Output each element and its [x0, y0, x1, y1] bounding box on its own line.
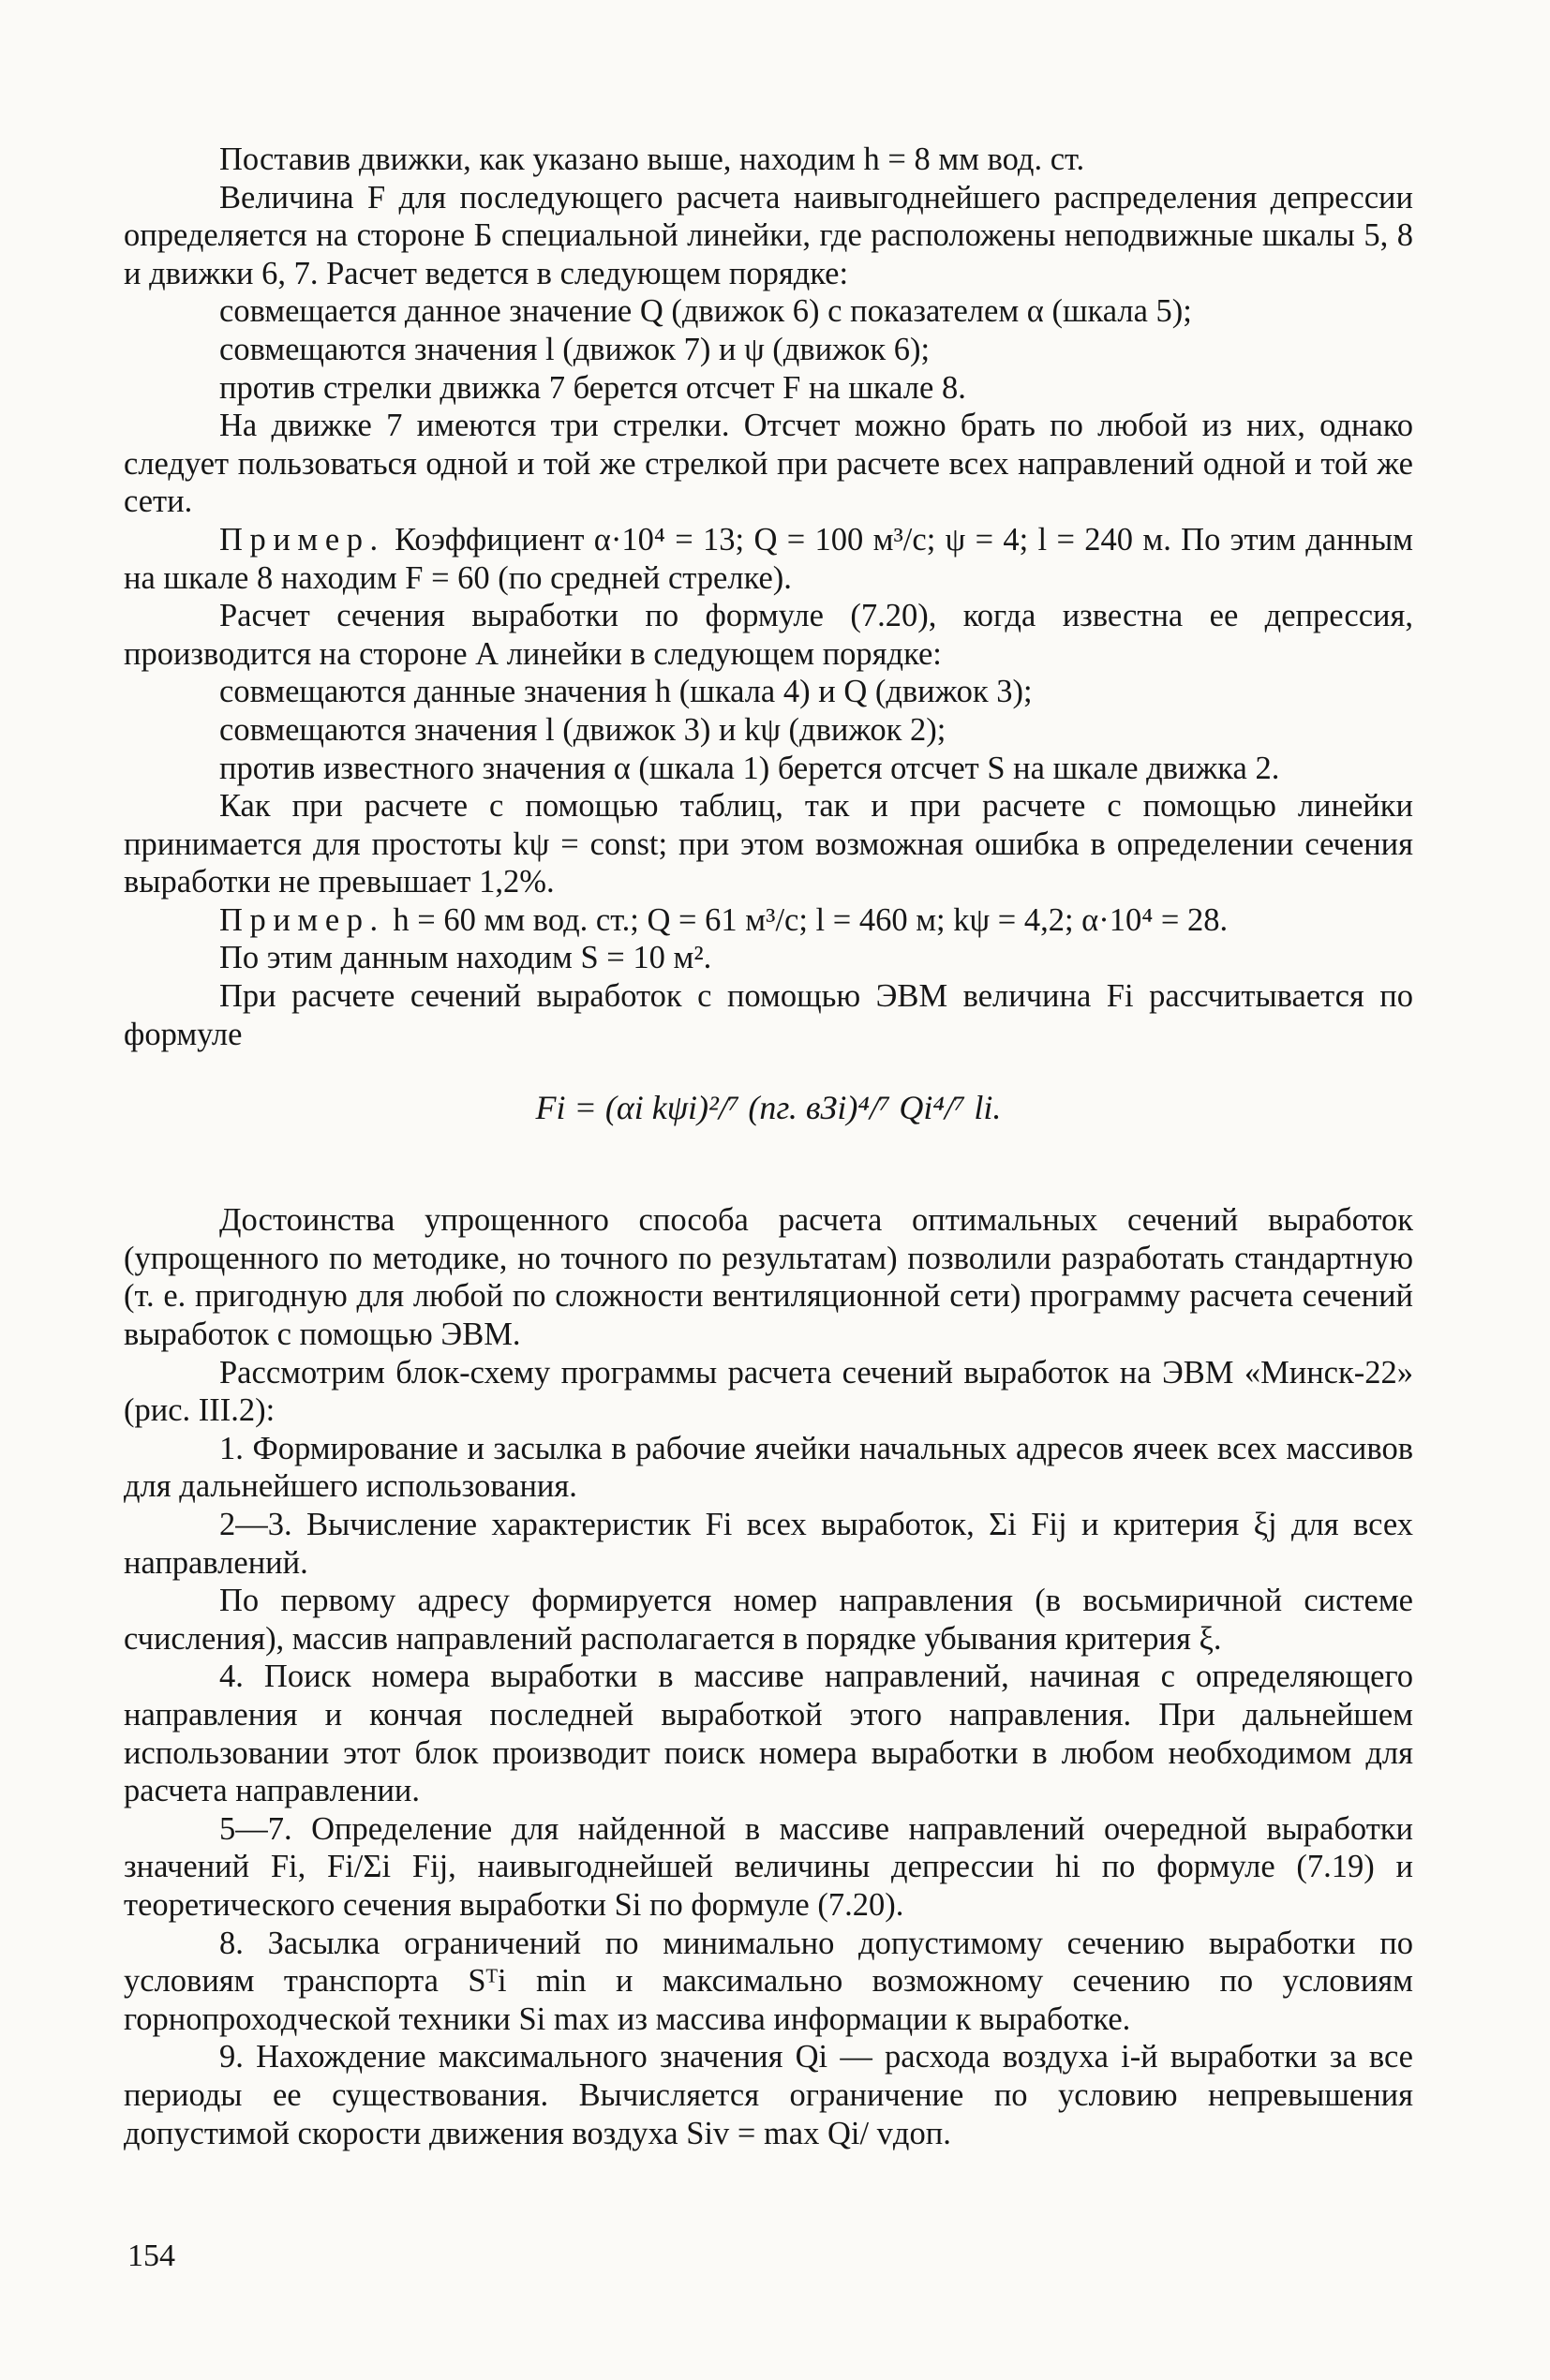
paragraph: По первому адресу формируется номер направления (в восьмиричной системе счисления), массив направлений располагается в порядке убывания критерия ξ. [124, 1583, 1413, 1657]
formula: Fi = (αi kψi)²/⁷ (nг. вЗi)⁴/⁷ Qi⁴/⁷ li. [535, 1089, 1002, 1127]
example-paragraph [124, 521, 1413, 597]
paragraph: Как при расчете с помощью таблиц, так и при расчете с помощью линейки принимается для простоты kψ = const; при этом возможная ошибка в определении сечения выработки не превышает 1,2%. [124, 788, 1413, 900]
paragraph: При расчете сечений выработок с помощью ЭВМ величина Fi рассчитывается по формуле [124, 978, 1413, 1052]
list-item: 8. Засылка ограничений по минимально допустимому сечению выработки по условиям транспорта Sᵀi min и максимально возможному сечению по условиям горнопроходческой техники Si max из массива информации к выработке. [124, 1925, 1413, 2037]
example-label: Пример. [219, 901, 385, 938]
list-item: 9. Нахождение максимального значения Qi — расхода воздуха i-й выработки за все периоды ее существования. Вычисляется ограничение по условию непревышения допустимой скорости движения воздуха Siv = max Qi/ vдоп. [124, 2039, 1413, 2151]
paragraph: По этим данным находим S = 10 м². [219, 940, 712, 976]
example-text: h = 60 мм вод. ст.; Q = 61 м³/с; l = 460 м; kψ = 4,2; α·10⁴ = 28. [393, 901, 1229, 938]
page-number: 154 [127, 2239, 175, 2273]
page-body [124, 141, 1413, 2152]
example-text: Коэффициент α·10⁴ = 13; Q = 100 м³/с; ψ = 4; l = 240 м. По этим данным на шкале 8 находим F = 60 (по средней стрелке). [124, 521, 1414, 596]
example-paragraph [124, 901, 1413, 940]
list-item: против стрелки движка 7 берется отсчет F на шкале 8. [219, 369, 966, 406]
list-item: совмещаются данные значения h (шкала 4) и Q (движок 3); [219, 674, 1033, 710]
list-item: 2—3. Вычисление характеристик Fi всех выработок, Σi Fij и критерия ξj для всех направлений. [124, 1507, 1413, 1581]
list-item: против известного значения α (шкала 1) берется отсчет S на шкале движка 2. [219, 750, 1280, 786]
paragraph: На движке 7 имеются три стрелки. Отсчет можно брать по любой из них, однако следует пользоваться одной и той же стрелкой при расчете всех направлений одной и той же сети. [124, 408, 1413, 520]
paragraph: Рассмотрим блок-схему программы расчета сечений выработок на ЭВМ «Минск-22» (рис. III.2): [124, 1354, 1413, 1429]
paragraph: Расчет сечения выработки по формуле (7.20), когда известна ее депрессия, производится на стороне А линейки в следующем порядке: [124, 598, 1413, 672]
list-item: 5—7. Определение для найденной в массиве направлений очередной выработки значений Fi, Fi/Σi Fij, наивыгоднейшей величины депрессии hi по формуле (7.19) и теоретического сечения выработки Si по формуле (7.20). [124, 1810, 1413, 1923]
list-item: 1. Формирование и засылка в рабочие ячейки начальных адресов ячеек всех массивов для дальнейшего использования. [124, 1430, 1413, 1505]
list-item: совмещаются значения l (движок 7) и ψ (движок 6); [219, 331, 931, 367]
list-item: совмещаются значения l (движок 3) и kψ (движок 2); [219, 711, 946, 748]
paragraph: Достоинства упрощенного способа расчета оптимальных сечений выработок (упрощенного по методике, но точного по результатам) позволили разработать стандартную (т. е. пригодную для любой по сложности вентиляционной сети) программу расчета сечений выработок с помощью ЭВМ. [124, 1202, 1413, 1353]
example-label: Пример. [219, 521, 385, 558]
list-item: 4. Поиск номера выработки в массиве направлений, начиная с определяющего направления и кончая последней выработкой этого направления. При дальнейшем использовании этот блок производит поиск номера выработки в любом необходимом для расчета направлении. [124, 1659, 1413, 1809]
paragraph: Поставив движки, как указано выше, находим h = 8 мм вод. ст. [219, 141, 1085, 177]
list-item: совмещается данное значение Q (движок 6) с показателем α (шкала 5); [219, 293, 1192, 330]
paragraph: Величина F для последующего расчета наивыгоднейшего распределения депрессии определяется на стороне Б специальной линейки, где расположены неподвижные шкалы 5, 8 и движки 6, 7. Расчет ведется в следующем порядке: [124, 179, 1413, 291]
